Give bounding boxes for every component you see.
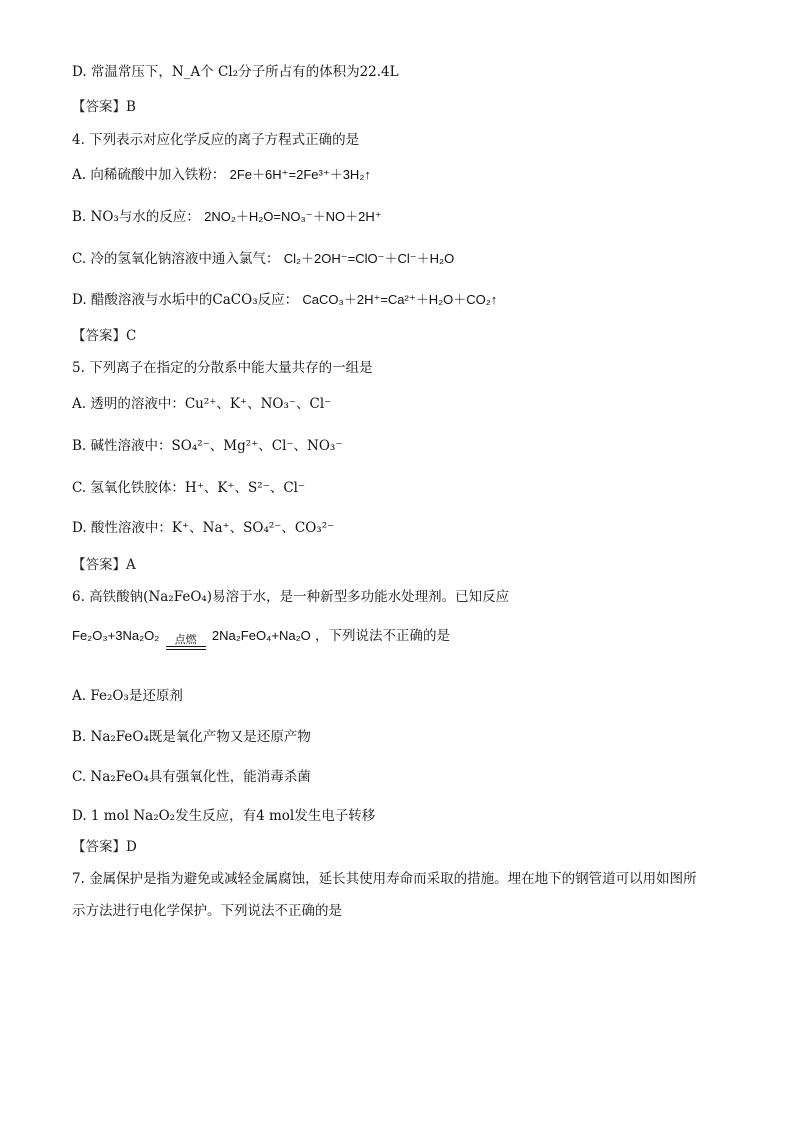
q4-option-c-label: C. 冷的氢氧化钠溶液中通入氯气： [72,251,280,267]
q6-option-c [72,767,311,787]
q4-stem-text: 4. 下列表示对应化学反应的离子方程式正确的是 [72,132,360,148]
q6-stem [72,587,509,607]
q6-eq-right: 2Na₂FeO₄+Na₂O [211,628,311,643]
q3-option-d [72,62,399,82]
q6-stem-text: 6. 高铁酸钠(Na₂FeO₄)易溶于水，是一种新型多功能水处理剂。已知反应 [72,589,510,605]
q6-eq-double-line [166,646,206,650]
q7-stem-line-2 [72,901,342,921]
q5-option-a [72,394,331,414]
q4-option-b [72,207,382,227]
q4-option-a-label: A. 向稀硫酸中加入铁粉： [72,167,226,183]
q6-eq-left: Fe₂O₃+3Na₂O₂ [72,628,160,643]
answer-4 [72,326,136,346]
q6-option-d [72,806,375,826]
answer-5 [72,555,136,575]
q5-option-b-text: B. 碱性溶液中：SO₄²⁻、Mg²⁺、Cl⁻、NO₃⁻ [72,438,343,454]
q6-option-a-text: A. Fe₂O₃是还原剂 [72,688,183,704]
q3-option-d-text: D. 常温常压下，N_A个 Cl₂分子所占有的体积为22.4L [72,64,399,80]
answer-3 [72,97,136,117]
q6-eq-tail: ，下列说法不正确的是 [315,628,451,644]
q4-option-a [72,165,371,185]
answer-5-text: 【答案】A [72,557,136,573]
q4-option-b-equation: 2NO₂＋H₂O=NO₃⁻＋NO＋2H⁺ [204,209,382,224]
q6-option-b [72,727,311,747]
q6-eq-condition: 点燃 [174,633,197,646]
q6-option-b-text: B. Na₂FeO₄既是氧化产物又是还原产物 [72,729,311,745]
q5-stem-text: 5. 下列离子在指定的分散系中能大量共存的一组是 [72,360,373,376]
q7-stem-line-2-text: 示方法进行电化学保护。下列说法不正确的是 [72,903,342,919]
q4-option-b-label: B. NO₃与水的反应： [72,209,200,225]
q4-option-d-equation: CaCO₃＋2H⁺=Ca²⁺＋H₂O＋CO₂↑ [302,292,498,307]
q4-option-c-equation: Cl₂＋2OH⁻=ClO⁻＋Cl⁻＋H₂O [283,251,455,266]
q6-option-a [72,686,183,706]
answer-6-text: 【答案】D [72,839,137,855]
q5-option-b [72,436,342,456]
q5-option-c-text: C. 氢氧化铁胶体：H⁺、K⁺、S²⁻、Cl⁻ [72,480,306,496]
q7-stem-line-1-text: 7. 金属保护是指为避免或减轻金属腐蚀，延长其使用寿命而采取的措施。埋在地下的钢管道可以用如图所 [72,871,697,887]
q4-option-d-label: D. 醋酸溶液与水垢中的CaCO₃反应： [72,292,299,308]
q4-option-a-equation: 2Fe＋6H⁺=2Fe³⁺＋3H₂↑ [229,167,371,182]
q6-option-d-text: D. 1 mol Na₂O₂发生反应，有4 mol发生电子转移 [72,808,376,824]
answer-3-text: 【答案】B [72,99,136,115]
q6-reaction-equation [72,626,450,650]
q5-stem [72,358,373,378]
q6-eq-arrow [166,634,206,650]
q5-option-c [72,478,305,498]
answer-6 [72,837,137,857]
q4-option-d [72,290,497,310]
q5-option-a-text: A. 透明的溶液中：Cu²⁺、K⁺、NO₃⁻、Cl⁻ [72,396,332,412]
q5-option-d [72,518,334,538]
q4-stem [72,130,359,150]
q7-stem-line-1 [72,869,697,889]
q6-option-c-text: C. Na₂FeO₄具有强氧化性，能消毒杀菌 [72,769,311,785]
q4-option-c [72,249,454,269]
answer-4-text: 【答案】C [72,328,137,344]
q5-option-d-text: D. 酸性溶液中：K⁺、Na⁺、SO₄²⁻、CO₃²⁻ [72,520,335,536]
